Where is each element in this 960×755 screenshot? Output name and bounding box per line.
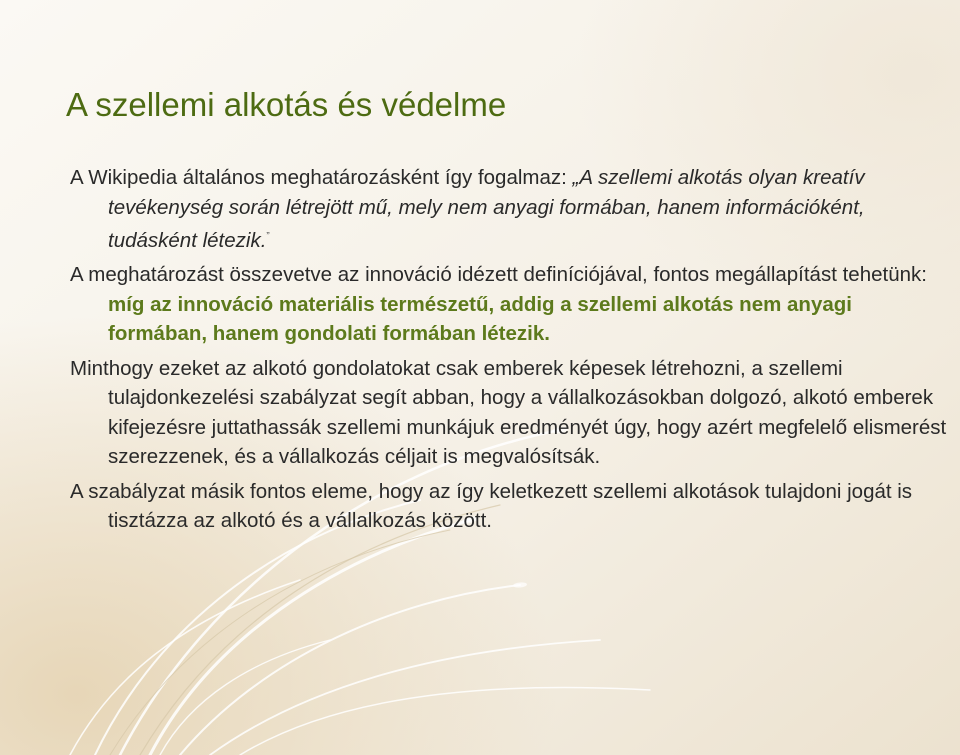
paragraph-ownership: A szabályzat másik fontos eleme, hogy az így keletkezett szellemi alkotások tulajdoni jogát is tisztázza az alkotó és a vállalkozás között.: [70, 479, 913, 533]
slide-body: [70, 163, 950, 541]
slide-title: A szellemi alkotás és védelme: [66, 86, 507, 123]
paragraph-comparison: [70, 260, 950, 349]
wikipedia-quote: „A szellemi alkotás olyan kreatív tevékenység során létrejött mű, mely nem anyagi formában, hanem információként, tudásként létezik.: [108, 166, 865, 252]
quote-end-mark: ”: [266, 231, 270, 242]
paragraph-lead: A Wikipedia általános meghatározásként így fogalmaz:: [70, 166, 573, 189]
paragraph-lead: A meghatározást összevetve az innováció idézett definíciójával, fontos megállapítást tehetünk:: [70, 263, 927, 287]
paragraph-wikipedia-definition: [70, 163, 950, 255]
highlighted-statement: míg az innováció materiális természetű, addig a szellemi alkotás nem anyagi formában, hanem gondolati formában létezik.: [108, 292, 852, 346]
paragraph-regulation-purpose: Minthogy ezeket az alkotó gondolatokat csak emberek képesek létrehozni, a szellemi tulajdonkezelési szabályzat segít abban, hogy a vállalkozásokban dolgozó, alkotó emberek kifejezésre juttathassák szellemi munkájuk eredményét úgy, hogy azért megfelelő elismerést szerezzenek, és a vállalkozás céljait is megvalósítsák.: [70, 356, 947, 469]
